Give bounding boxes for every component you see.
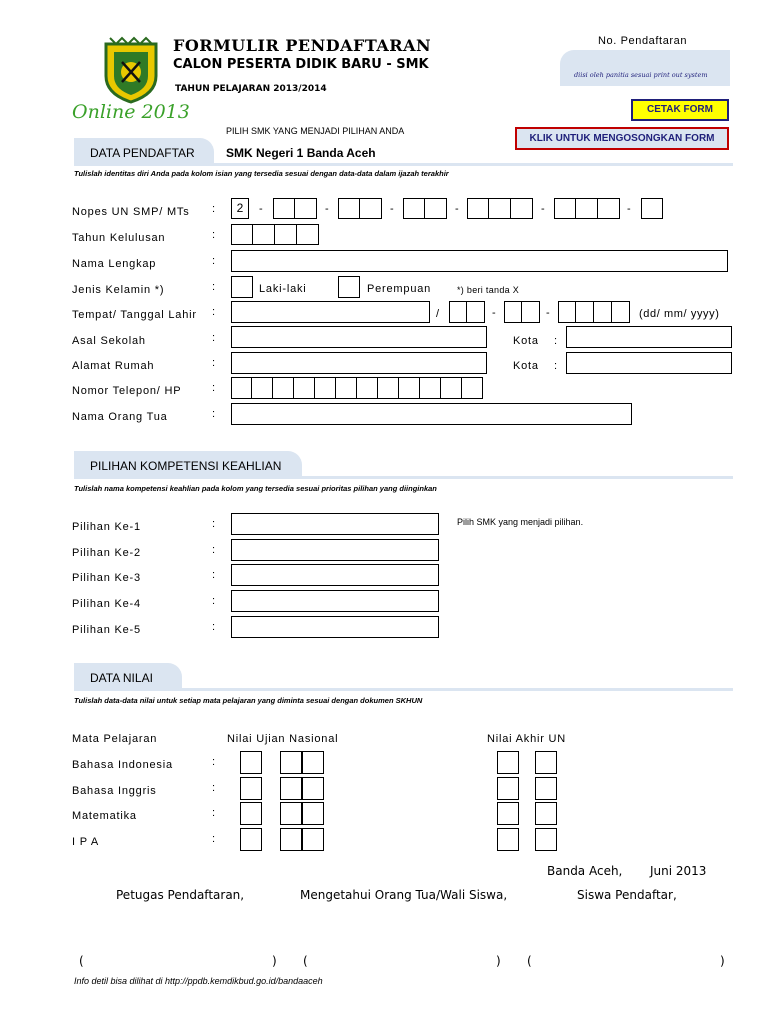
selected-smk-dropdown[interactable]: SMK Negeri 1 Banda Aceh: [226, 146, 376, 160]
subject-colon: :: [212, 756, 216, 768]
phone-digit[interactable]: [252, 377, 273, 399]
choice-input-2[interactable]: [231, 539, 439, 561]
choice-label: Pilihan Ke-5: [72, 623, 141, 636]
phone-digit[interactable]: [399, 377, 420, 399]
jk-note: *) beri tanda X: [457, 285, 520, 295]
phone-digit[interactable]: [231, 377, 252, 399]
section-nilai-title: DATA NILAI: [90, 671, 153, 685]
nopes-digit[interactable]: [554, 198, 576, 219]
emblem-logo: [100, 36, 162, 104]
perempuan-checkbox[interactable]: [338, 276, 360, 298]
nopes-dash: -: [325, 203, 329, 215]
nopes-digit[interactable]: [598, 198, 620, 219]
section-data-pendaftar-tab: [74, 138, 214, 166]
nopes-dash: -: [627, 203, 631, 215]
nopes-digit[interactable]: [273, 198, 295, 219]
section-nilai-note: Tulislah data-data nilai untuk setiap mata pelajaran yang diminta sesuai dengan dokumen SKHUN: [74, 696, 423, 705]
un-decimal-box-2[interactable]: [302, 777, 324, 800]
kota-alamat-input[interactable]: [566, 352, 732, 374]
nopes-digit[interactable]: [338, 198, 360, 219]
subject-colon: :: [212, 832, 216, 845]
choice-label: Pilihan Ke-3: [72, 572, 141, 585]
nopes-digit[interactable]: [489, 198, 511, 219]
nopes-digit[interactable]: [511, 198, 533, 219]
sekolah-colon: :: [212, 332, 216, 344]
choice-colon: :: [212, 543, 216, 556]
footer-info: Info detil bisa dilihat di http://ppdb.kemdikbud.go.id/bandaaceh: [74, 976, 323, 986]
un-decimal-box-1[interactable]: [280, 777, 302, 800]
phone-digit[interactable]: [273, 377, 294, 399]
alamat-colon: :: [212, 357, 216, 369]
choice-colon: :: [212, 569, 216, 582]
phone-digit[interactable]: [336, 377, 357, 399]
jk-label: Jenis Kelamin *): [72, 284, 165, 296]
un-decimal-box-2[interactable]: [302, 802, 324, 825]
section-nilai-tab: [74, 663, 182, 691]
choice-colon: :: [212, 595, 216, 608]
academic-year: TAHUN PELAJARAN 2013/2014: [175, 84, 327, 94]
laki-checkbox[interactable]: [231, 276, 253, 298]
kota-alamat-label: Kota: [513, 360, 539, 372]
nopes-colon: :: [212, 203, 216, 215]
date-digit[interactable]: [594, 301, 612, 323]
ttl-slash: /: [436, 308, 440, 320]
phone-digit[interactable]: [378, 377, 399, 399]
phone-digit[interactable]: [294, 377, 315, 399]
choose-smk-label: PILIH SMK YANG MENJADI PILIHAN ANDA: [226, 126, 405, 136]
nopes-digit[interactable]: [360, 198, 382, 219]
subject-colon: :: [212, 781, 216, 794]
kota-sekolah-label: Kota: [513, 335, 539, 347]
telepon-colon: :: [212, 382, 216, 394]
un-integer-box[interactable]: [240, 777, 262, 800]
perempuan-label: Perempuan: [367, 283, 432, 295]
kota-alamat-colon: :: [554, 360, 558, 372]
registration-number-note: diisi oleh panitia sesuai print out system: [574, 71, 708, 79]
registration-number-label: No. Pendaftaran: [598, 35, 688, 47]
paren-open-2: (: [303, 954, 308, 968]
nopes-digit[interactable]: [425, 198, 447, 219]
nopes-digit[interactable]: [576, 198, 598, 219]
nopes-digit[interactable]: [641, 198, 663, 219]
date-digit[interactable]: [612, 301, 630, 323]
alamat-label: Alamat Rumah: [72, 360, 155, 372]
ortu-input[interactable]: [231, 403, 632, 425]
tanggal-mm[interactable]: [504, 301, 540, 323]
nopes-group-7[interactable]: [641, 198, 663, 219]
tahun-input[interactable]: [231, 224, 319, 245]
online-2013-logo: [72, 101, 190, 123]
choice-colon: :: [212, 620, 216, 633]
siswa-signature-label: Siswa Pendaftar,: [577, 888, 677, 902]
paren-close-2: ): [496, 954, 501, 968]
year-digit[interactable]: [275, 224, 297, 245]
un-integer-box[interactable]: [240, 828, 262, 851]
un-integer-box[interactable]: [240, 802, 262, 825]
subject-colon: :: [212, 807, 216, 819]
akhir-integer-box[interactable]: [497, 802, 519, 825]
section-data-note: Tulislah identitas diri Anda pada kolom isian yang tersedia sesuai dengan data-data dalam ijazah terakhir: [74, 169, 449, 178]
un-decimal-box-1[interactable]: [280, 802, 302, 825]
section-divider: [74, 476, 733, 479]
date-digit[interactable]: [504, 301, 522, 323]
paren-open-1: (: [79, 954, 84, 968]
choice-input-5[interactable]: [231, 616, 439, 638]
ttl-dash: -: [492, 307, 496, 319]
tanggal-yyyy[interactable]: [558, 301, 630, 323]
akhir-decimal-box[interactable]: [535, 802, 557, 825]
nopes-label: Nopes UN SMP/ MTs: [72, 206, 190, 218]
phone-digit[interactable]: [315, 377, 336, 399]
nama-label: Nama Lengkap: [72, 258, 157, 270]
section-kompetensi-tab: [74, 451, 302, 479]
section-kompetensi-note: Tulislah nama kompetensi keahlian pada kolom yang tersedia sesuai prioritas pilihan yang diinginkan: [74, 484, 437, 493]
akhir-decimal-box[interactable]: [535, 828, 557, 851]
date-digit[interactable]: [449, 301, 467, 323]
sign-city: Banda Aceh,: [547, 864, 623, 878]
section-data-pendaftar-title: DATA PENDAFTAR: [90, 146, 195, 160]
jk-colon: :: [212, 281, 216, 293]
nopes-dash: -: [390, 203, 394, 215]
date-format-hint: (dd/ mm/ yyyy): [639, 308, 720, 320]
date-digit[interactable]: [576, 301, 594, 323]
date-digit[interactable]: [558, 301, 576, 323]
nopes-digit[interactable]: [295, 198, 317, 219]
ttl-colon: :: [212, 306, 216, 318]
choice-input-1[interactable]: [231, 513, 439, 535]
year-digit[interactable]: [231, 224, 253, 245]
akhir-integer-box[interactable]: [497, 777, 519, 800]
phone-digit[interactable]: [357, 377, 378, 399]
tempat-lahir-input[interactable]: [231, 301, 430, 323]
paren-close-1: ): [272, 954, 277, 968]
nama-colon: :: [212, 255, 216, 267]
sekolah-input[interactable]: [231, 326, 487, 348]
laki-label: Laki-laki: [259, 283, 307, 295]
petugas-signature-label: Petugas Pendaftaran,: [116, 888, 245, 902]
nopes-dash: -: [259, 203, 263, 215]
nopes-digit[interactable]: 2: [231, 198, 249, 219]
subject-label: Bahasa Indonesia: [72, 759, 173, 771]
akhir-integer-box[interactable]: [497, 828, 519, 851]
akhir-integer-box[interactable]: [497, 751, 519, 774]
tahun-label: Tahun Kelulusan: [72, 232, 166, 244]
un-decimal-box-1[interactable]: [280, 751, 302, 774]
section-kompetensi-title: PILIHAN KOMPETENSI KEAHLIAN: [90, 459, 282, 473]
paren-close-3: ): [720, 954, 725, 968]
sekolah-label: Asal Sekolah: [72, 335, 146, 347]
phone-digit[interactable]: [420, 377, 441, 399]
choice-label: Pilihan Ke-4: [72, 598, 141, 611]
registration-number-box: [560, 50, 730, 86]
un-decimal-box-2[interactable]: [302, 828, 324, 851]
ortu-signature-label: Mengetahui Orang Tua/Wali Siswa,: [300, 888, 508, 902]
paren-open-3: (: [527, 954, 532, 968]
nama-input[interactable]: [231, 250, 728, 272]
col-subject-header: Mata Pelajaran: [72, 733, 158, 745]
tanggal-dd[interactable]: [449, 301, 485, 323]
phone-digit[interactable]: [441, 377, 462, 399]
un-decimal-box-1[interactable]: [280, 828, 302, 851]
nopes-dash: -: [541, 203, 545, 215]
section-divider: [74, 688, 733, 691]
clear-form-button[interactable]: KLIK UNTUK MENGOSONGKAN FORM: [515, 127, 729, 150]
form-subtitle: CALON PESERTA DIDIK BARU - SMK: [173, 57, 429, 72]
telepon-input[interactable]: [231, 377, 483, 399]
nopes-dash: -: [455, 203, 459, 215]
kota-sekolah-input[interactable]: [566, 326, 732, 348]
nopes-group-5[interactable]: [467, 198, 533, 219]
choice-label: Pilihan Ke-1: [72, 521, 141, 533]
un-integer-box[interactable]: [240, 751, 262, 774]
tahun-colon: :: [212, 229, 216, 241]
ortu-label: Nama Orang Tua: [72, 411, 168, 423]
nopes-digit[interactable]: [403, 198, 425, 219]
form-title: FORMULIR PENDAFTARAN: [173, 36, 432, 55]
date-digit[interactable]: [467, 301, 485, 323]
nopes-group-2[interactable]: [273, 198, 317, 219]
choice-input-3[interactable]: [231, 564, 439, 586]
subject-label: Matematika: [72, 810, 137, 822]
ttl-dash: -: [546, 307, 550, 319]
ttl-label: Tempat/ Tanggal Lahir: [72, 309, 197, 321]
telepon-label: Nomor Telepon/ HP: [72, 385, 182, 397]
un-decimal-box-2[interactable]: [302, 751, 324, 774]
akhir-decimal-box[interactable]: [535, 751, 557, 774]
year-digit[interactable]: [253, 224, 275, 245]
phone-digit[interactable]: [462, 377, 483, 399]
subject-label: I P A: [72, 835, 100, 848]
choice-hint: Pilih SMK yang menjadi pilihan.: [457, 517, 584, 527]
kota-sekolah-colon: :: [554, 335, 558, 347]
sign-date: Juni 2013: [650, 864, 707, 878]
col-un-header: Nilai Ujian Nasional: [227, 733, 339, 745]
ortu-colon: :: [212, 408, 216, 420]
akhir-decimal-box[interactable]: [535, 777, 557, 800]
date-digit[interactable]: [522, 301, 540, 323]
online-logo-text: Online 2013: [72, 101, 190, 123]
col-akhir-header: Nilai Akhir UN: [487, 733, 567, 745]
nopes-group-1[interactable]: [231, 198, 249, 219]
choice-input-4[interactable]: [231, 590, 439, 612]
choice-label: Pilihan Ke-2: [72, 546, 141, 559]
print-form-button[interactable]: CETAK FORM: [631, 99, 729, 121]
alamat-input[interactable]: [231, 352, 487, 374]
nopes-group-6[interactable]: [554, 198, 620, 219]
section-divider: [74, 163, 733, 166]
nopes-group-4[interactable]: [403, 198, 447, 219]
subject-label: Bahasa Inggris: [72, 784, 157, 797]
year-digit[interactable]: [297, 224, 319, 245]
nopes-group-3[interactable]: [338, 198, 382, 219]
nopes-digit[interactable]: [467, 198, 489, 219]
choice-colon: :: [212, 518, 216, 530]
